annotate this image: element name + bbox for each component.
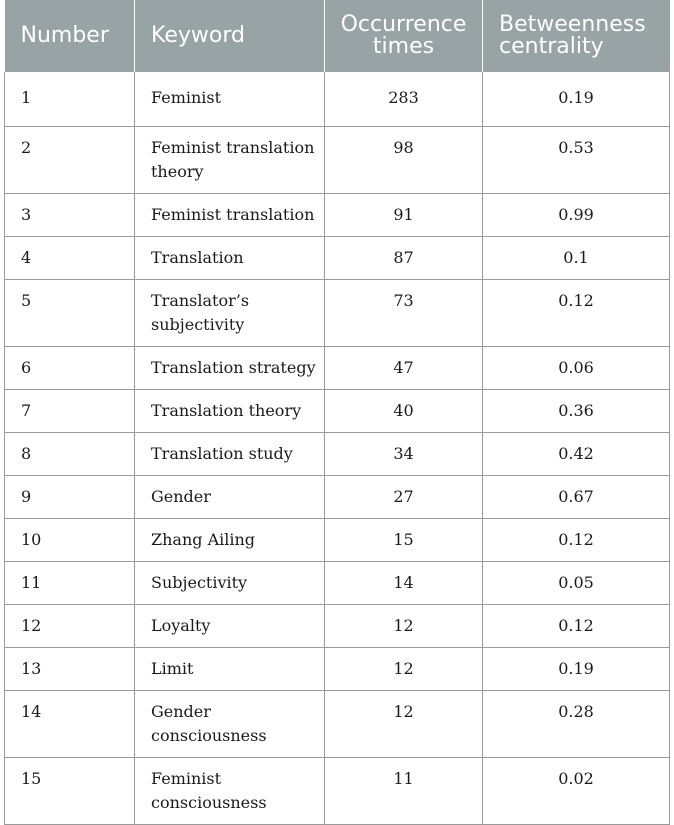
cell-number: 9	[5, 475, 135, 518]
cell-keyword: Translator’s subjectivity	[135, 279, 325, 346]
table-row	[5, 475, 670, 518]
table-row	[5, 126, 670, 193]
cell-occurrence: 91	[325, 193, 483, 236]
table-row	[5, 72, 670, 126]
cell-number: 6	[5, 346, 135, 389]
cell-number: 5	[5, 279, 135, 346]
cell-centrality: 0.53	[483, 126, 670, 193]
cell-number: 4	[5, 236, 135, 279]
table-row	[5, 518, 670, 561]
cell-keyword: Gender consciousness	[135, 690, 325, 757]
header-number	[5, 0, 135, 72]
table-row	[5, 346, 670, 389]
cell-number: 1	[5, 72, 135, 126]
cell-occurrence: 87	[325, 236, 483, 279]
table-row	[5, 647, 670, 690]
cell-keyword: Loyalty	[135, 604, 325, 647]
cell-occurrence: 12	[325, 604, 483, 647]
cell-number: 14	[5, 690, 135, 757]
cell-keyword: Translation strategy	[135, 346, 325, 389]
cell-centrality: 0.05	[483, 561, 670, 604]
cell-occurrence: 40	[325, 389, 483, 432]
cell-number: 10	[5, 518, 135, 561]
cell-keyword: Gender	[135, 475, 325, 518]
cell-number: 3	[5, 193, 135, 236]
cell-occurrence: 11	[325, 757, 483, 824]
cell-keyword: Feminist translation theory	[135, 126, 325, 193]
table-row	[5, 604, 670, 647]
header-centrality-line2: centrality	[499, 34, 604, 59]
cell-centrality: 0.1	[483, 236, 670, 279]
cell-number: 2	[5, 126, 135, 193]
cell-centrality: 0.12	[483, 604, 670, 647]
cell-number: 11	[5, 561, 135, 604]
cell-centrality: 0.36	[483, 389, 670, 432]
table-row	[5, 690, 670, 757]
cell-keyword: Translation	[135, 236, 325, 279]
cell-keyword: Zhang Ailing	[135, 518, 325, 561]
cell-centrality: 0.42	[483, 432, 670, 475]
header-occurrence-line1: Occurrence	[340, 12, 467, 37]
cell-keyword: Translation theory	[135, 389, 325, 432]
table-row	[5, 193, 670, 236]
cell-occurrence: 14	[325, 561, 483, 604]
cell-occurrence: 47	[325, 346, 483, 389]
cell-occurrence: 73	[325, 279, 483, 346]
table-row	[5, 236, 670, 279]
header-keyword-label: Keyword	[151, 23, 245, 48]
cell-centrality: 0.19	[483, 72, 670, 126]
header-centrality-line1: Betweenness	[499, 12, 646, 37]
cell-keyword: Limit	[135, 647, 325, 690]
cell-occurrence: 12	[325, 647, 483, 690]
table-header	[5, 0, 670, 72]
cell-keyword: Translation study	[135, 432, 325, 475]
cell-centrality: 0.28	[483, 690, 670, 757]
cell-centrality: 0.12	[483, 518, 670, 561]
header-keyword	[135, 0, 325, 72]
cell-centrality: 0.99	[483, 193, 670, 236]
cell-number: 8	[5, 432, 135, 475]
cell-occurrence: 12	[325, 690, 483, 757]
cell-centrality: 0.02	[483, 757, 670, 824]
cell-keyword: Feminist translation	[135, 193, 325, 236]
table-row	[5, 279, 670, 346]
cell-centrality: 0.06	[483, 346, 670, 389]
cell-number: 12	[5, 604, 135, 647]
cell-keyword: Subjectivity	[135, 561, 325, 604]
keyword-table	[4, 0, 670, 825]
header-occurrence-line2: times	[372, 34, 435, 59]
table-row	[5, 432, 670, 475]
cell-occurrence: 98	[325, 126, 483, 193]
header-occurrence	[325, 0, 483, 72]
cell-keyword: Feminist consciousness	[135, 757, 325, 824]
cell-centrality: 0.12	[483, 279, 670, 346]
cell-centrality: 0.19	[483, 647, 670, 690]
header-number-label: Number	[20, 23, 109, 48]
cell-number: 13	[5, 647, 135, 690]
cell-centrality: 0.67	[483, 475, 670, 518]
table-row	[5, 389, 670, 432]
cell-occurrence: 27	[325, 475, 483, 518]
cell-keyword: Feminist	[135, 72, 325, 126]
cell-number: 15	[5, 757, 135, 824]
cell-number: 7	[5, 389, 135, 432]
table-row	[5, 561, 670, 604]
cell-occurrence: 15	[325, 518, 483, 561]
header-centrality	[483, 0, 670, 72]
table-row	[5, 757, 670, 824]
header-row	[5, 0, 670, 72]
cell-occurrence: 34	[325, 432, 483, 475]
cell-occurrence: 283	[325, 72, 483, 126]
table-body	[5, 72, 670, 824]
